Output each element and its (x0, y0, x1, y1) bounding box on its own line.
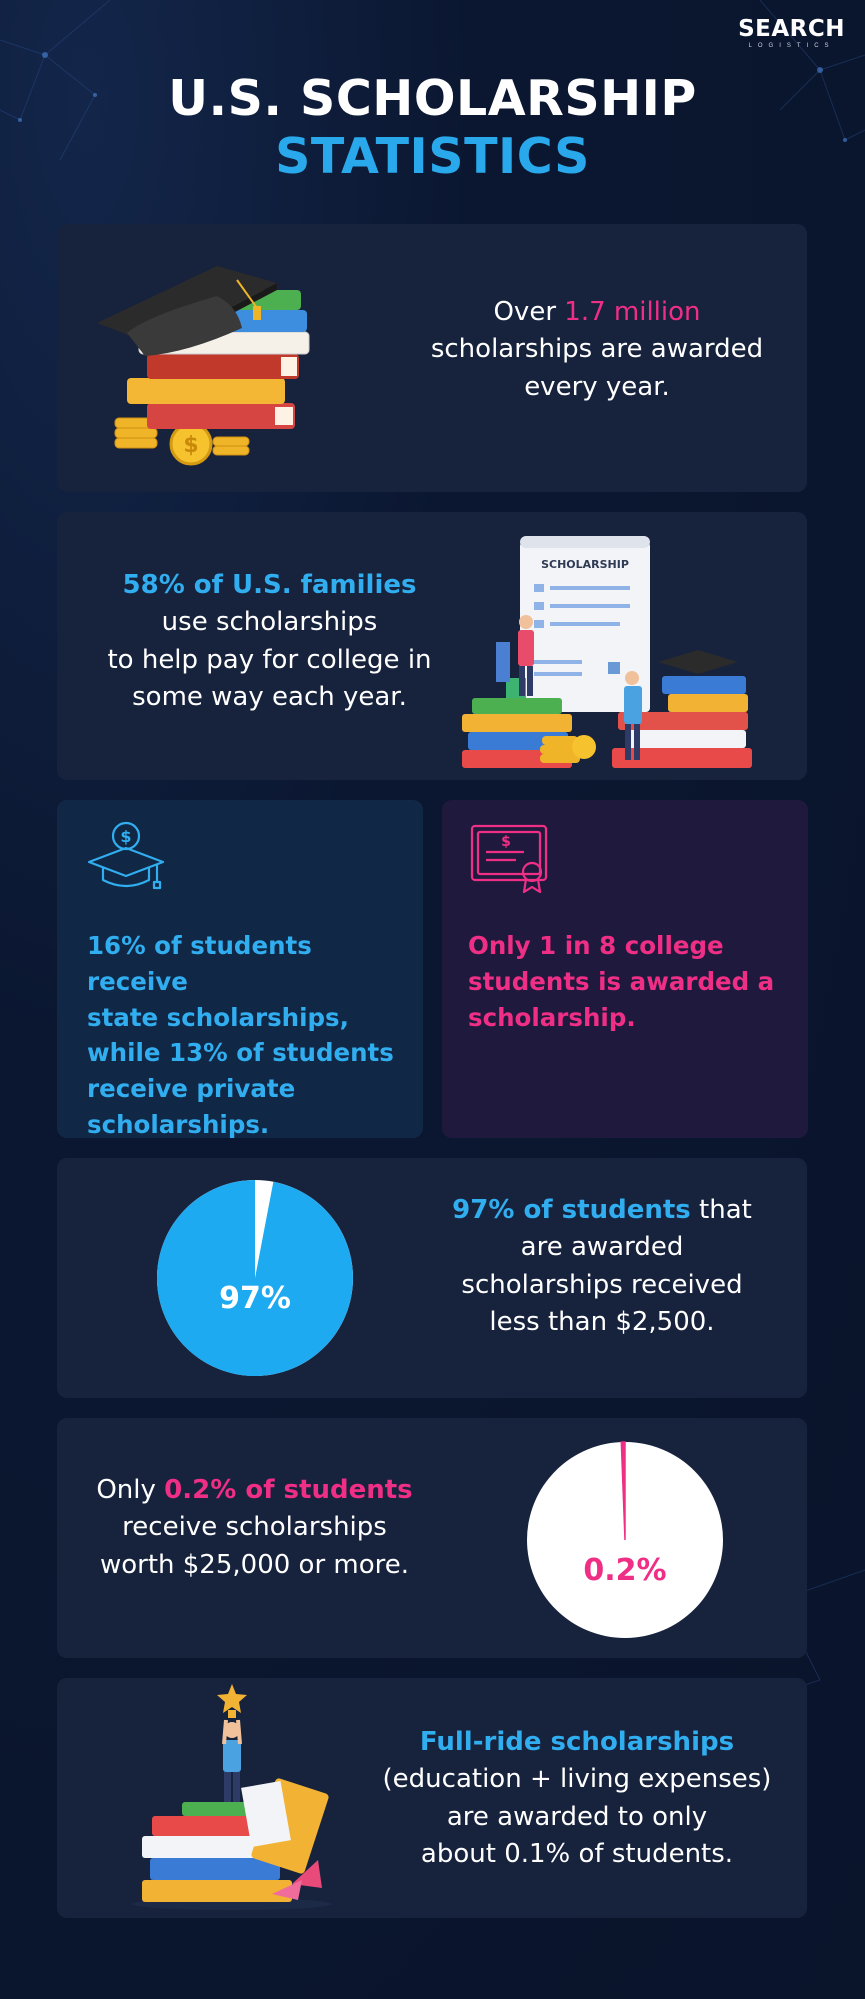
pie97-label: 97% (219, 1281, 291, 1316)
stat6-line1 (77, 1472, 432, 1509)
pie97-slice (157, 1180, 353, 1376)
stat-card-one-in-eight (442, 800, 808, 1138)
stat6-line2: receive scholarships (122, 1512, 387, 1543)
logo-main-text: SEARCH (738, 16, 845, 42)
stat7-highlight: Full-ride scholarships (419, 1727, 735, 1757)
stat4-line1: Only 1 in 8 college (468, 931, 724, 960)
stat6-text (77, 1472, 432, 1584)
stat5-line3: scholarships received (461, 1269, 743, 1300)
stat6-pre: Only (96, 1475, 165, 1505)
student-trophy-books-illustration (122, 1684, 342, 1912)
certificate-icon (468, 822, 554, 894)
pie02-label: 0.2% (583, 1553, 667, 1588)
stat3-line4: receive private (87, 1074, 296, 1104)
stat6-line3: worth $25,000 or more. (99, 1549, 410, 1580)
stat2-text (97, 567, 442, 717)
stat3-line1: 16% of students receive (87, 931, 312, 996)
svg-text:$: $ (183, 433, 199, 458)
scholarship-document-illustration (462, 532, 772, 772)
svg-text:$: $ (120, 827, 132, 846)
stat2-line2: use scholarships (161, 607, 378, 638)
stat2-highlight: 58% of U.S. families (122, 570, 417, 600)
search-logistics-logo (738, 16, 845, 49)
stat-card-full-ride (57, 1678, 807, 1918)
svg-text:$: $ (501, 834, 511, 850)
stat7-line3: are awarded to only (446, 1801, 708, 1832)
stat7-text (357, 1724, 797, 1874)
stat3-line3: while 13% of students (87, 1038, 394, 1068)
stat1-line3: every year. (524, 371, 670, 402)
stat5-text (412, 1192, 792, 1342)
stat7-line4: about 0.1% of students. (420, 1839, 734, 1870)
page-title-line2: STATISTICS (275, 128, 590, 185)
stat6-highlight: 0.2% of students (164, 1475, 413, 1505)
stat1-text (397, 294, 797, 406)
graduation-cap-books-illustration (87, 238, 337, 480)
stat-card-scholarships-awarded (57, 224, 807, 492)
stat1-pre: Over (493, 297, 565, 327)
stat4-line2: students is awarded a (468, 966, 775, 996)
stat5-rest1: that (690, 1195, 752, 1225)
logo-sub-text: LOGISTICS (748, 43, 835, 49)
stat5-highlight: 97% of students (452, 1195, 691, 1225)
page-title-line1: U.S. SCHOLARSHIP (168, 70, 697, 127)
graduate-money-icon (85, 820, 167, 892)
stat3-line2: state scholarships, (87, 1002, 349, 1032)
stat-card-state-private (57, 800, 423, 1138)
pie-chart-0-2 (525, 1440, 725, 1640)
stat4-text (468, 928, 798, 1035)
stat5-line1 (412, 1192, 792, 1229)
stat1-line2: scholarships are awarded (430, 334, 764, 365)
stat5-line2: are awarded (520, 1232, 684, 1263)
stat3-line5: scholarships. (87, 1109, 270, 1139)
stat2-line4: some way each year. (132, 682, 407, 713)
stat-card-0-2-percent (57, 1418, 807, 1658)
stat1-highlight: 1.7 million (564, 297, 701, 327)
scholarship-doc-label: SCHOLARSHIP (541, 558, 629, 571)
stat3-text (87, 928, 417, 1143)
stat7-line2: (education + living expenses) (382, 1764, 772, 1795)
stat5-line4: less than $2,500. (489, 1307, 715, 1338)
stat-card-families (57, 512, 807, 780)
stat1-line1 (397, 294, 797, 331)
pie-chart-97 (155, 1178, 355, 1378)
stat4-line3: scholarship. (468, 1002, 636, 1032)
stat2-line3: to help pay for college in (107, 644, 432, 675)
stat-card-97-percent (57, 1158, 807, 1398)
